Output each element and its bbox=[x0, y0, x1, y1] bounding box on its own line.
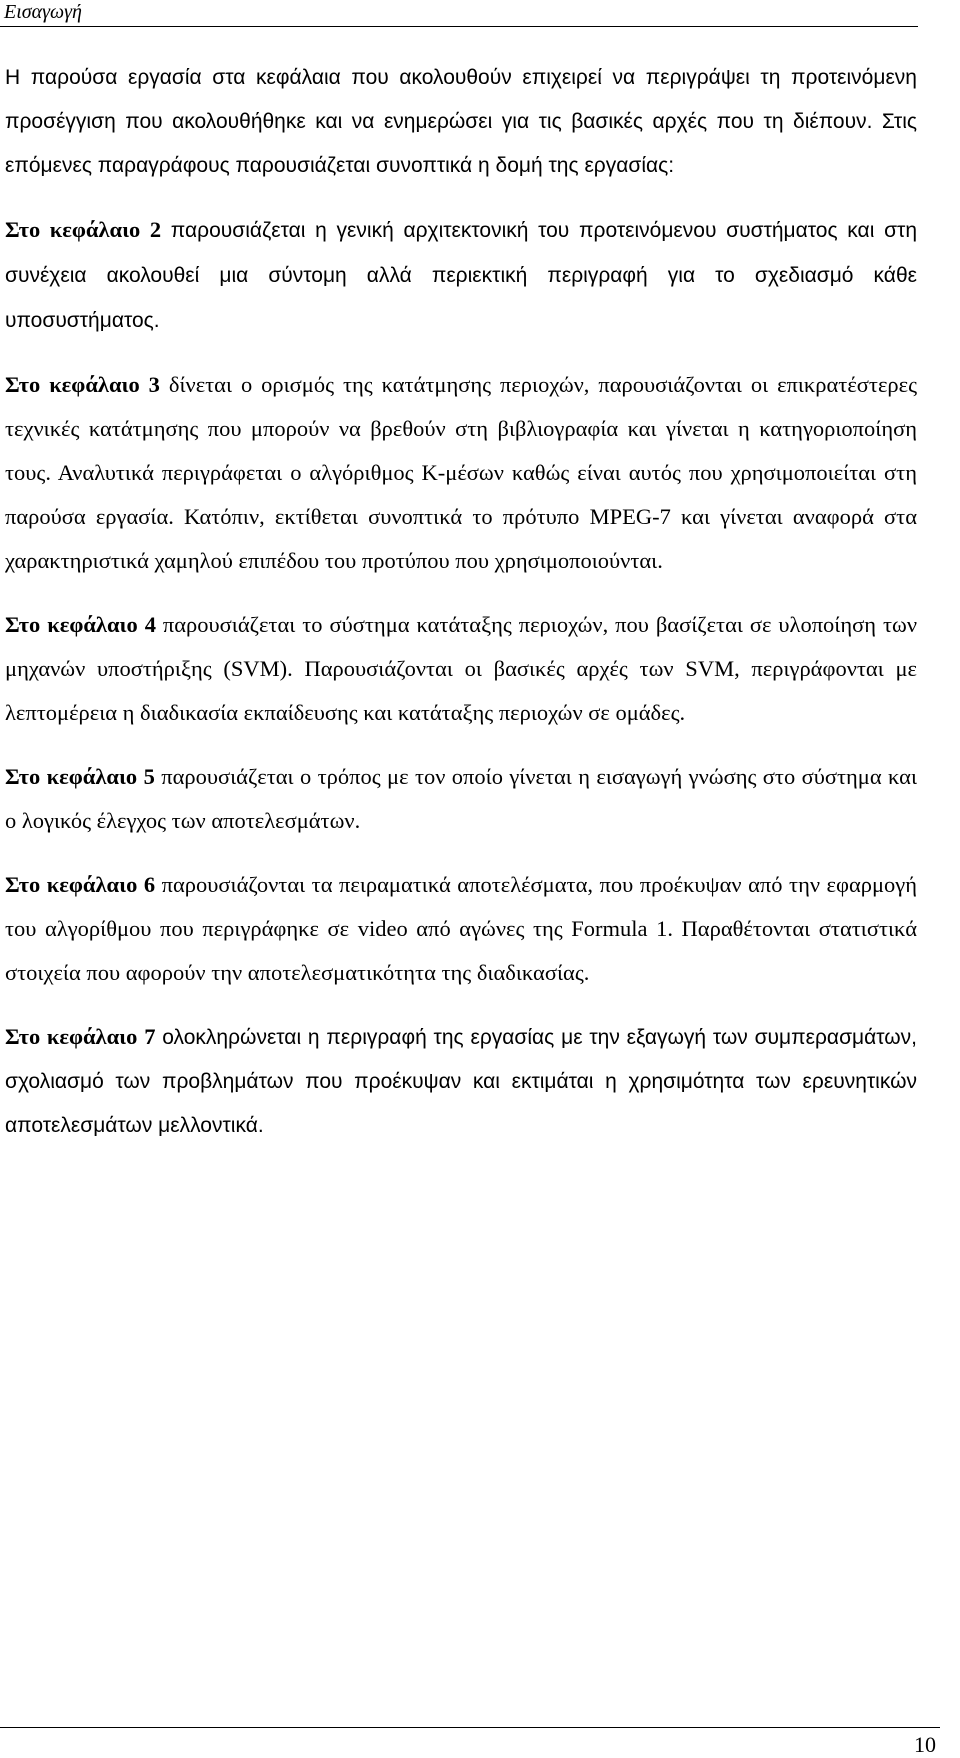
chapter-number: 6 bbox=[143, 872, 156, 897]
chapter-2-paragraph bbox=[5, 208, 917, 343]
chapter-3-paragraph bbox=[5, 363, 917, 583]
chapter-description: δίνεται ο ορισμός της κατάτμησης περιοχών, παρουσιάζονται οι επικρατέστερες τεχνικές κατάτμησης που μπορούν να βρεθούν στη βιβλιογραφία και γίνεται η κατηγοριοποίηση τους. Αναλυτικά περιγράφεται ο αλγόριθμος K-μέσων καθώς είναι αυτός που χρησιμοποιείται στη παρούσα εργασία. Κατόπιν, εκτίθεται συνοπτικά το πρότυπο MPEG-7 και γίνεται αναφορά στα χαρακτηριστικά χαμηλού επιπέδου του προτύπου που χρησιμοποιούνται. bbox=[5, 372, 917, 573]
intro-paragraph: Η παρούσα εργασία στα κεφάλαια που ακολουθούν επιχειρεί να περιγράψει τη προτεινόμενη προσέγγιση που ακολουθήθηκε και να ενημερώσει για τις βασικές αρχές που τη διέπουν. Στις επόμενες παραγράφους παρουσιάζεται συνοπτικά η δομή της εργασίας: bbox=[5, 66, 917, 177]
chapter-number: 2 bbox=[149, 217, 162, 242]
chapter-description: ολοκληρώνεται η περιγραφή της εργασίας με την εξαγωγή των συμπερασμάτων, σχολιασμό των προβλημάτων που προέκυψαν και εκτιμάται η χρησιμότητα των ερευνητικών αποτελεσμάτων μελλοντικά. bbox=[5, 1026, 917, 1137]
chapter-label: Στο κεφάλαιο bbox=[5, 1024, 138, 1049]
chapter-4-paragraph bbox=[5, 603, 917, 735]
chapter-5-paragraph bbox=[5, 755, 917, 843]
chapter-description: παρουσιάζονται τα πειραματικά αποτελέσματα, που προέκυψαν από την εφαρμογή του αλγορίθμου που περιγράφηκε σε video από αγώνες της Formula 1. Παραθέτονται στατιστικά στοιχεία που αφορούν την αποτελεσματικότητα της διαδικασίας. bbox=[5, 872, 918, 985]
chapter-number: 7 bbox=[144, 1024, 156, 1049]
running-header bbox=[0, 0, 918, 27]
chapter-6-paragraph bbox=[5, 863, 917, 995]
chapter-number: 5 bbox=[143, 764, 155, 789]
page-number: 10 bbox=[914, 1732, 936, 1757]
header-title: Εισαγωγή bbox=[4, 1, 82, 23]
chapter-description: παρουσιάζεται ο τρόπος με τον οποίο γίνεται η εισαγωγή γνώσης στο σύστημα και ο λογικός έλεγχος των αποτελεσμάτων. bbox=[5, 764, 918, 833]
chapter-7-paragraph bbox=[5, 1015, 917, 1148]
chapter-label: Στο κεφάλαιο bbox=[5, 872, 138, 897]
chapter-description: παρουσιάζεται η γενική αρχιτεκτονική του προτεινόμενου συστήματος και στη συνέχεια ακολουθεί μια σύντομη αλλά περιεκτική περιγραφή για το σχεδιασμό κάθε υποσυστήματος. bbox=[5, 219, 918, 332]
chapter-description: παρουσιάζεται το σύστημα κατάταξης περιοχών, που βασίζεται σε υλοποίηση των μηχανών υποστήριξης (SVM). Παρουσιάζονται οι βασικές αρχές των SVM, περιγράφονται με λεπτομέρεια η διαδικασία εκπαίδευσης και κατάταξης περιοχών σε ομάδες. bbox=[5, 612, 917, 725]
body-text bbox=[5, 56, 917, 1168]
chapter-label: Στο κεφάλαιο bbox=[5, 612, 138, 637]
chapter-label: Στο κεφάλαιο bbox=[5, 764, 138, 789]
chapter-number: 3 bbox=[148, 372, 160, 397]
chapter-number: 4 bbox=[144, 612, 156, 637]
chapter-label: Στο κεφάλαιο bbox=[5, 217, 141, 242]
chapter-label: Στο κεφάλαιο bbox=[5, 372, 140, 397]
page-footer bbox=[0, 1727, 940, 1757]
